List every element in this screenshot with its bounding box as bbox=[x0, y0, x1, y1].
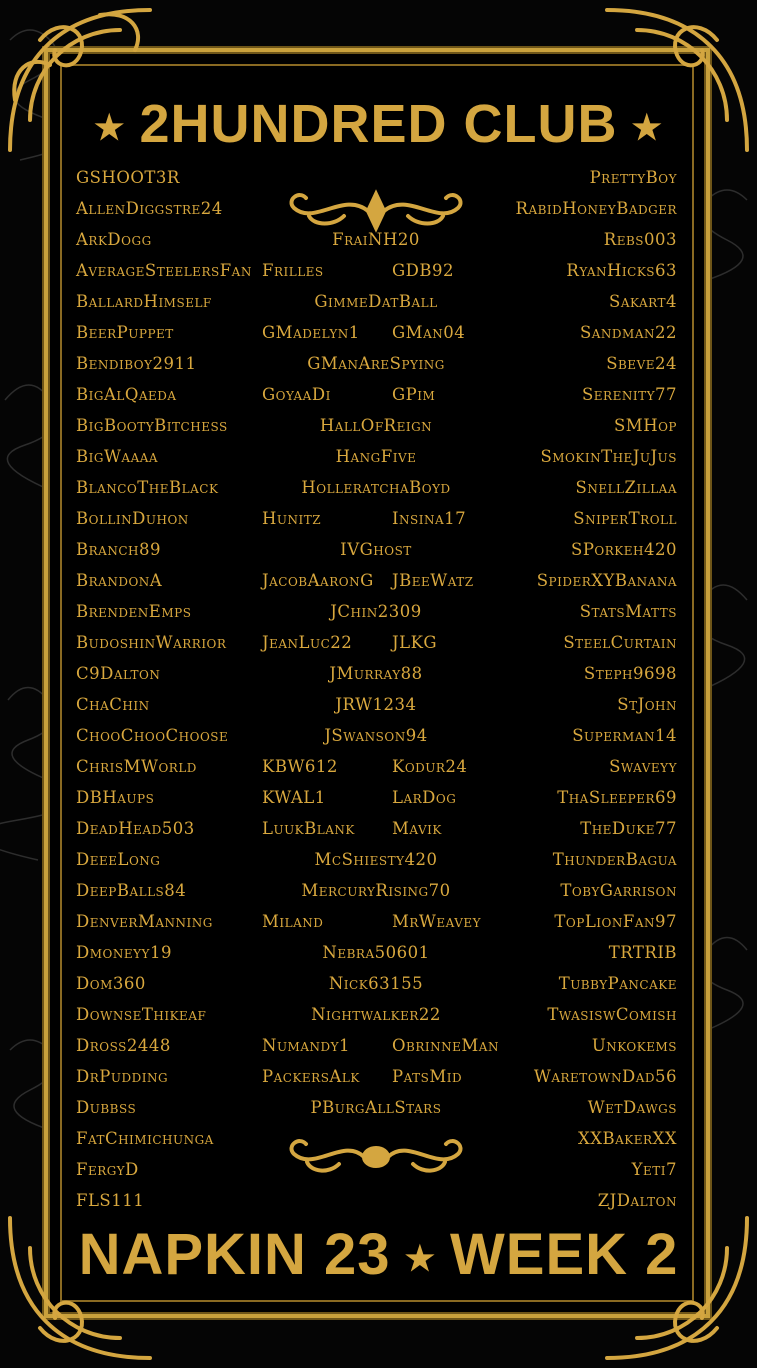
member-name: BigWaaaa bbox=[76, 447, 159, 466]
member-name: PackersAlk bbox=[262, 1067, 360, 1086]
member-name: KWAL1 bbox=[262, 788, 326, 807]
member-name: Nebra50601 bbox=[322, 943, 430, 962]
member-name: ChooChooChoose bbox=[76, 726, 229, 745]
member-name: SpiderXYBanana bbox=[536, 571, 677, 590]
member-name: GimmeDatBall bbox=[314, 292, 438, 311]
member-name: TRTRIB bbox=[608, 943, 677, 962]
member-name: BudoshinWarrior bbox=[76, 633, 227, 652]
member-name: HolleratchaBoyd bbox=[301, 478, 451, 497]
member-name: Miland bbox=[262, 912, 324, 931]
member-name: WetDawgs bbox=[587, 1098, 677, 1117]
member-name: TubbyPancake bbox=[558, 974, 677, 993]
star-icon: ★ bbox=[631, 108, 663, 147]
member-name: BigAlQaeda bbox=[76, 385, 177, 404]
member-name: Hunitz bbox=[262, 509, 322, 528]
member-name: TheDuke77 bbox=[580, 819, 677, 838]
member-name: BrandonA bbox=[76, 571, 163, 590]
member-name: JRW1234 bbox=[335, 695, 417, 714]
member-name: Sakart4 bbox=[609, 292, 677, 311]
member-name: GoyaaDi bbox=[262, 385, 331, 404]
member-name: JacobAaronG bbox=[262, 571, 374, 590]
member-name: KBW612 bbox=[262, 757, 338, 776]
member-name: DBHaups bbox=[76, 788, 155, 807]
member-name: FatChimichunga bbox=[76, 1129, 214, 1148]
member-name: Swaveyy bbox=[609, 757, 677, 776]
member-name: Rebs003 bbox=[603, 230, 677, 249]
member-name: PatsMid bbox=[392, 1067, 463, 1086]
member-name: JeanLuc22 bbox=[262, 633, 353, 652]
member-name: IVGhost bbox=[340, 540, 412, 559]
member-name: Dmoneyy19 bbox=[76, 943, 172, 962]
member-name: C9Dalton bbox=[76, 664, 161, 683]
member-name: Steph9698 bbox=[583, 664, 677, 683]
member-name: GMan04 bbox=[392, 323, 466, 342]
member-name: JLKG bbox=[392, 633, 438, 652]
member-name: AllenDiggstre24 bbox=[76, 199, 223, 218]
member-name: MrWeavey bbox=[392, 912, 482, 931]
member-name: Dross2448 bbox=[76, 1036, 171, 1055]
member-name: DeepBalls84 bbox=[76, 881, 187, 900]
member-name: Serenity77 bbox=[581, 385, 677, 404]
member-name: ChaChin bbox=[76, 695, 150, 714]
member-name: Dom360 bbox=[76, 974, 146, 993]
member-name: XXBakerXX bbox=[577, 1129, 677, 1148]
member-name: Kodur24 bbox=[392, 757, 468, 776]
member-name: BigBootyBitchess bbox=[76, 416, 228, 435]
member-name: ZJDalton bbox=[597, 1191, 677, 1210]
member-name: FraiNH20 bbox=[332, 230, 420, 249]
member-name: StatsMatts bbox=[579, 602, 677, 621]
member-name: JSwanson94 bbox=[324, 726, 428, 745]
member-name: Bendiboy2911 bbox=[76, 354, 197, 373]
page-title bbox=[0, 92, 757, 160]
member-name: Sbeve24 bbox=[606, 354, 677, 373]
left-name-column bbox=[76, 162, 286, 1216]
member-name: TopLionFan97 bbox=[554, 912, 677, 931]
member-name: TwasiswComish bbox=[547, 1005, 677, 1024]
member-name: ArkDogg bbox=[76, 230, 152, 249]
member-name: DrPudding bbox=[76, 1067, 169, 1086]
member-name: Frilles bbox=[262, 261, 324, 280]
member-name: Mavik bbox=[392, 819, 442, 838]
footer-week-label: WEEK 2 bbox=[450, 1222, 679, 1287]
member-name: PrettyBoy bbox=[589, 168, 677, 187]
member-name: ThunderBagua bbox=[552, 850, 677, 869]
member-name: GPim bbox=[392, 385, 436, 404]
member-name: SMHop bbox=[614, 416, 677, 435]
member-name: Nick63155 bbox=[328, 974, 424, 993]
member-name: MercuryRising70 bbox=[301, 881, 451, 900]
member-name: Numandy1 bbox=[262, 1036, 351, 1055]
member-name: LuukBlank bbox=[262, 819, 355, 838]
star-icon: ★ bbox=[404, 1239, 437, 1278]
member-name: PBurgAllStars bbox=[310, 1098, 442, 1117]
member-name: HangFive bbox=[335, 447, 417, 466]
member-name: SteelCurtain bbox=[563, 633, 677, 652]
member-name: Sandman22 bbox=[579, 323, 677, 342]
member-name: Yeti7 bbox=[631, 1160, 677, 1179]
member-name: LarDog bbox=[392, 788, 457, 807]
ornament-divider-bottom bbox=[284, 1132, 468, 1182]
member-name: DenverManning bbox=[76, 912, 213, 931]
member-name: JChin2309 bbox=[330, 602, 422, 621]
member-name: BlancoTheBlack bbox=[76, 478, 219, 497]
member-name: Insina17 bbox=[392, 509, 467, 528]
member-name: FergyD bbox=[76, 1160, 139, 1179]
member-name: BollinDuhon bbox=[76, 509, 189, 528]
member-name: AverageSteelersFan bbox=[76, 261, 252, 280]
member-name: ThaSleeper69 bbox=[557, 788, 677, 807]
member-name: DeeeLong bbox=[76, 850, 161, 869]
member-name: GMadelyn1 bbox=[262, 323, 360, 342]
member-name: Nightwalker22 bbox=[311, 1005, 441, 1024]
member-name: Branch89 bbox=[76, 540, 161, 559]
star-icon: ★ bbox=[94, 108, 126, 147]
member-name: BallardHimself bbox=[76, 292, 212, 311]
member-name: BeerPuppet bbox=[76, 323, 174, 342]
member-name: WaretownDad56 bbox=[533, 1067, 677, 1086]
member-name: DownseThikeaf bbox=[76, 1005, 207, 1024]
member-name: SniperTroll bbox=[573, 509, 677, 528]
member-name: GDB92 bbox=[392, 261, 455, 280]
footer-banner bbox=[0, 1222, 757, 1292]
member-name: Unkokems bbox=[591, 1036, 677, 1055]
member-name: SmokinTheJuJus bbox=[540, 447, 677, 466]
member-name: StJohn bbox=[617, 695, 677, 714]
member-name: McShiesty420 bbox=[314, 850, 438, 869]
member-name: SPorkeh420 bbox=[571, 540, 677, 559]
member-name: RyanHicks63 bbox=[566, 261, 677, 280]
member-name: HallOfReign bbox=[319, 416, 433, 435]
member-name: JBeeWatz bbox=[392, 571, 474, 590]
member-name: FLS111 bbox=[76, 1191, 145, 1210]
member-name: SnellZillaa bbox=[575, 478, 677, 497]
member-name: RabidHoneyBadger bbox=[515, 199, 677, 218]
member-name: ObrinneMan bbox=[392, 1036, 499, 1055]
member-name: Dubbss bbox=[76, 1098, 137, 1117]
member-name: GManAreSpying bbox=[307, 354, 445, 373]
member-name: JMurray88 bbox=[329, 664, 423, 683]
footer-napkin-label: NAPKIN 23 bbox=[78, 1222, 391, 1287]
member-name: TobyGarrison bbox=[560, 881, 677, 900]
member-name: DeadHead503 bbox=[76, 819, 195, 838]
title-text: 2HUNDRED CLUB bbox=[139, 94, 618, 154]
member-name: GSHOOT3R bbox=[76, 168, 180, 187]
member-name: ChrisMWorld bbox=[76, 757, 197, 776]
member-name: BrendenEmps bbox=[76, 602, 192, 621]
member-name: Superman14 bbox=[572, 726, 677, 745]
